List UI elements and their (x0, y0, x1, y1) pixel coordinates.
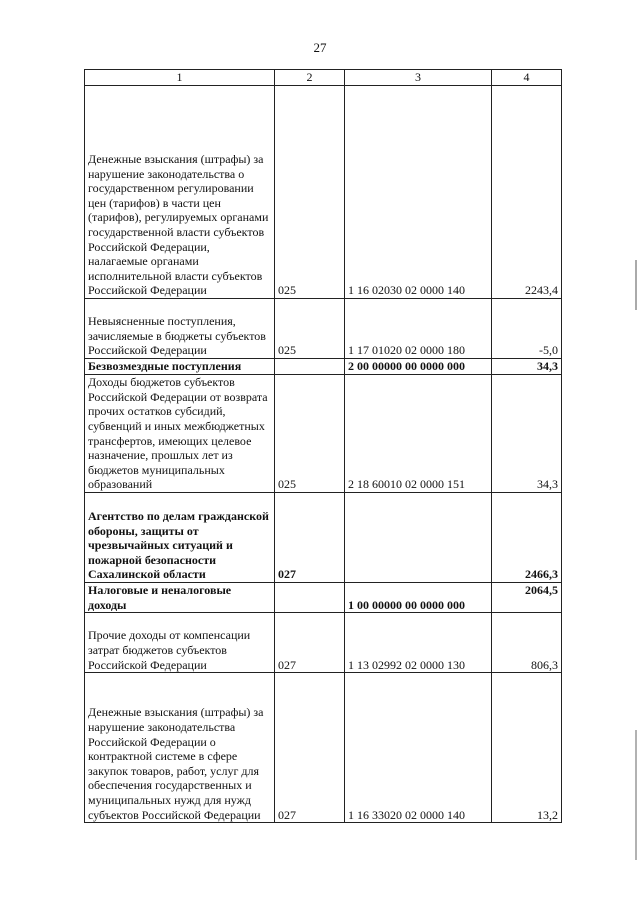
row-amount: 806,3 (492, 613, 562, 673)
row-name: Денежные взыскания (штрафы) за нарушение законодательства о государственном регулировании цен (тарифов) в части цен (тарифов), регулируемых органами государственной власти субъектов Российской Федерации, налагаемые органами исполнительной власти субъектов Российской Федерации (85, 86, 275, 299)
row-amount: 13,2 (492, 673, 562, 823)
row-name: Невыясненные поступления, зачисляемые в бюджеты субъектов Российской Федерации (85, 299, 275, 359)
row-admin-code: 027 (275, 673, 345, 823)
row-kbk-code: 1 00 00000 00 0000 000 (345, 583, 492, 613)
row-kbk-code: 2 18 60010 02 0000 151 (345, 375, 492, 493)
row-name: Доходы бюджетов субъектов Российской Федерации от возврата прочих остатков субсидий, субвенций и иных межбюджетных трансфертов, имеющих целевое назначение, прошлых лет из бюджетов муниципальных образований (85, 375, 275, 493)
row-admin-code: 025 (275, 375, 345, 493)
table-row (85, 299, 562, 359)
row-admin-code: 025 (275, 86, 345, 299)
row-admin-code (275, 583, 345, 613)
row-admin-code: 027 (275, 613, 345, 673)
row-kbk-code: 1 17 01020 02 0000 180 (345, 299, 492, 359)
row-amount: 2064,5 (492, 583, 562, 613)
scan-edge-mark (635, 260, 637, 310)
table-row (85, 375, 562, 493)
column-header-4: 4 (492, 70, 562, 86)
row-kbk-code (345, 493, 492, 583)
scan-edge-mark (635, 730, 637, 860)
row-name: Агентство по делам гражданской обороны, защиты от чрезвычайных ситуаций и пожарной безопасности Сахалинской области (85, 493, 275, 583)
table-row (85, 86, 562, 299)
table-header-row (85, 70, 562, 86)
row-amount: 34,3 (492, 359, 562, 375)
row-amount: 2243,4 (492, 86, 562, 299)
table-row (85, 493, 562, 583)
row-name: Денежные взыскания (штрафы) за нарушение законодательства Российской Федерации о контрактной системе в сфере закупок товаров, работ, услуг для обеспечения государственных и муниципальных нужд для нужд субъектов Российской Федерации (85, 673, 275, 823)
row-amount: -5,0 (492, 299, 562, 359)
row-kbk-code: 1 16 02030 02 0000 140 (345, 86, 492, 299)
row-admin-code (275, 359, 345, 375)
revenue-table (84, 69, 562, 823)
row-kbk-code: 1 13 02992 02 0000 130 (345, 613, 492, 673)
row-name: Прочие доходы от компенсации затрат бюджетов субъектов Российской Федерации (85, 613, 275, 673)
row-kbk-code: 1 16 33020 02 0000 140 (345, 673, 492, 823)
table-row (85, 673, 562, 823)
row-amount: 34,3 (492, 375, 562, 493)
row-name: Налоговые и неналоговые доходы (85, 583, 275, 613)
row-admin-code: 027 (275, 493, 345, 583)
table-row (85, 359, 562, 375)
table-row (85, 583, 562, 613)
row-amount: 2466,3 (492, 493, 562, 583)
table-row (85, 613, 562, 673)
row-kbk-code: 2 00 00000 00 0000 000 (345, 359, 492, 375)
row-admin-code: 025 (275, 299, 345, 359)
row-name: Безвозмездные поступления (85, 359, 275, 375)
column-header-2: 2 (275, 70, 345, 86)
column-header-1: 1 (85, 70, 275, 86)
column-header-3: 3 (345, 70, 492, 86)
page-number: 27 (313, 40, 327, 55)
